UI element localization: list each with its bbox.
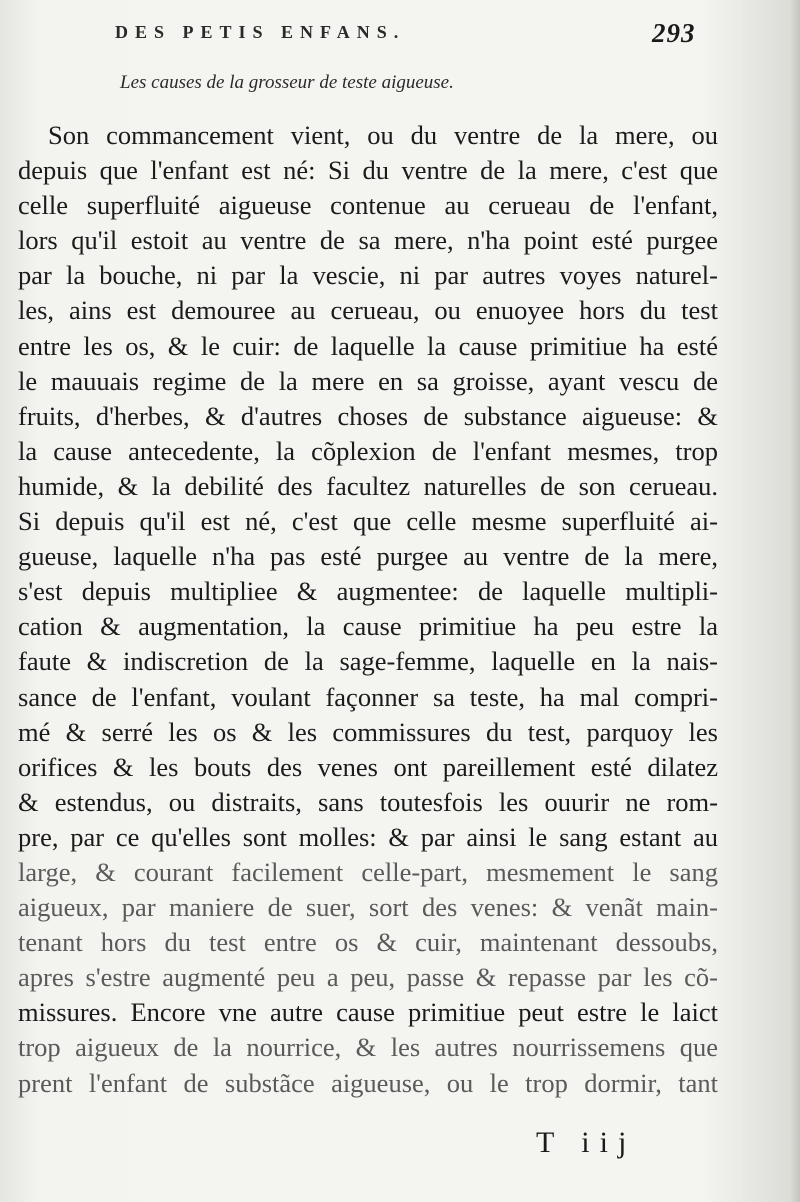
text-line: missures. Encore vne autre cause primitiue peut estre le laict	[18, 997, 718, 1028]
body-text	[18, 118, 718, 1101]
running-head: DES PETIS ENFANS.	[115, 22, 406, 42]
page-number: 293	[652, 18, 696, 48]
text-line: Si depuis qu'il est né, c'est que celle mesme superfluité ai-	[18, 506, 718, 537]
text-line: humide, & la debilité des facultez naturelles de son cerueau.	[18, 470, 718, 501]
text-line: aigueux, par maniere de suer, sort des venes: & venãt main-	[18, 892, 718, 923]
text-line: cation & augmentation, la cause primitiue ha peu estre la	[18, 611, 718, 642]
signature-mark: T iij	[536, 1126, 637, 1159]
text-line: & estendus, ou distraits, sans toutesfois les ouurir ne rom-	[18, 786, 718, 817]
text-line: orifices & les bouts des venes ont pareillement esté dilatez	[18, 751, 718, 782]
text-line: faute & indiscretion de la sage-femme, laquelle en la nais-	[18, 646, 718, 677]
text-line: entre les os, & le cuir: de laquelle la cause primitiue ha esté	[18, 330, 718, 361]
text-line: lors qu'il estoit au ventre de sa mere, n'ha point esté purgee	[18, 225, 718, 256]
text-line: fruits, d'herbes, & d'autres choses de substance aigueuse: &	[18, 400, 718, 431]
text-line: s'est depuis multipliee & augmentee: de laquelle multipli-	[18, 576, 718, 607]
section-title: Les causes de la grosseur de teste aigueuse.	[120, 72, 454, 93]
text-line: celle superfluité aigueuse contenue au cerueau de l'enfant,	[18, 190, 718, 221]
text-line: par la bouche, ni par la vescie, ni par autres voyes naturel-	[18, 260, 718, 291]
text-line: les, ains est demouree au cerueau, ou enuoyee hors du test	[18, 295, 718, 326]
text-line: pre, par ce qu'elles sont molles: & par ainsi le sang estant au	[18, 821, 718, 852]
text-line: large, & courant facilement celle-part, mesmement le sang	[18, 856, 718, 887]
text-line: la cause antecedente, la cõplexion de l'enfant mesmes, trop	[18, 435, 718, 466]
text-line: apres s'estre augmenté peu a peu, passe & repasse par les cõ-	[18, 962, 718, 993]
text-line: depuis que l'enfant est né: Si du ventre de la mere, c'est que	[18, 155, 718, 186]
text-line: mé & serré les os & les commissures du test, parquoy les	[18, 716, 718, 747]
text-line: prent l'enfant de substãce aigueuse, ou le trop dormir, tant	[18, 1067, 718, 1098]
text-line: sance de l'enfant, voulant façonner sa teste, ha mal compri-	[18, 681, 718, 712]
text-line: Son commancement vient, ou du ventre de la mere, ou	[48, 120, 718, 150]
text-line: tenant hors du test entre os & cuir, maintenant dessoubs,	[18, 927, 718, 958]
text-line: le mauuais regime de la mere en sa groisse, ayant vescu de	[18, 365, 718, 396]
text-line: trop aigueux de la nourrice, & les autres nourrissemens que	[18, 1032, 718, 1063]
text-line: gueuse, laquelle n'ha pas esté purgee au ventre de la mere,	[18, 541, 718, 572]
